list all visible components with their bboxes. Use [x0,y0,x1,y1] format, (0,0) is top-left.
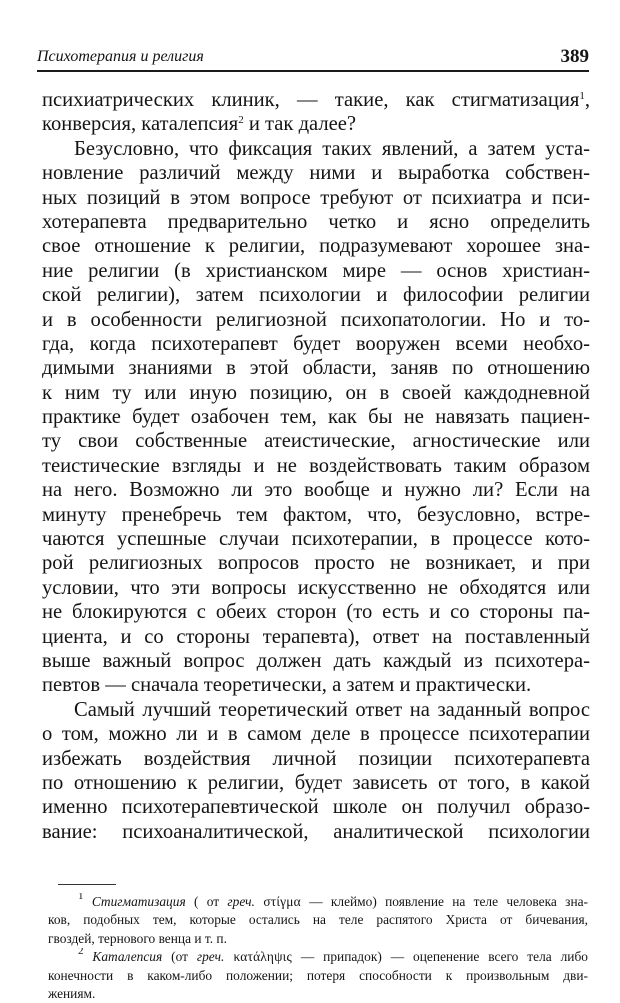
text-line: димыми знаниями в этой области, заняв по отношению [42,357,590,380]
text-line: Безусловно, что фиксация таких явлений, а затем уста- [74,137,590,160]
footnote-line: ков, подобных тем, которые остались на теле распятого Христа от бичевания, [48,912,588,928]
main-text [42,88,590,844]
text-line: гда, когда психотерапевт будет вооружен всеми необхо- [42,332,590,355]
footnote-language: греч. [227,894,255,909]
text-line: ных позиций в этом вопросе требуют от психиатра и пси- [42,186,590,209]
footnote-term: Стигматизация [91,894,186,909]
footnote-divider [58,884,116,885]
text-line: ту свои собственные атеистические, агностические или [42,430,590,453]
footnote-line: гвоздей, тернового венца и т. п. [48,930,227,946]
footnote-1: $^1$ Стигматизация ( от греч. στίγμα — клеймо) появление на теле человека зна- [48,893,588,911]
greek-word: στίγμα [254,894,301,909]
footnote-mark: 2 [78,948,84,958]
text-line: ние религии (в христианском мире — основ христиан- [42,259,590,282]
text-line: минуту пренебречь тем фактом, что, безусловно, встре- [42,503,590,526]
text-line: к ним ту или иную позицию, он в своей каждодневной [42,381,590,404]
footnote-language: греч. [196,949,225,965]
text-line: о том, можно ли и в самом деле в процессе психотерапии [42,723,590,746]
greek-word: κατάληψις [224,949,292,965]
footnote-line: жениям. [48,985,96,1001]
text-line: конверсия, каталепсия$^2$ и так далее? [42,113,357,136]
text-line: условии, что эти вопросы искусственно не обходятся или [42,576,590,599]
footnote-2: $^2$ Каталепсия (от греч. κατάληψις — припадок) — оцепенение всего тела либо [48,948,588,966]
footnote-ref: 2 [238,114,244,127]
text-line: рой религиозных вопросов просто не возникает, и при [42,552,590,575]
text-line: выше важный вопрос должен дать каждый из психотера- [42,649,590,672]
footnote-term: Каталепсия [92,949,163,965]
text-line: практике будет озабочен тем, как бы не навязать пациен- [42,406,590,429]
text-line: по отношению к религии, будет зависеть от того, в какой [42,771,590,794]
text-line: циента, и со стороны терапевта), ответ на поставленный [42,625,590,648]
page-header [37,46,589,72]
page-number: 389 [560,46,589,67]
text-line: не блокируются с обеих сторон (то есть и со стороны па- [42,601,590,624]
footnote-line: конечности в каком-либо положении; потеря способности к произвольным дви- [48,967,588,983]
text-line: Самый лучший теоретический ответ на заданный вопрос [74,698,590,721]
text-line: психиатрических клиник, — такие, как стигматизация$^1$, [42,89,590,111]
text-line: избежать воздействия личной позиции психотерапевта [42,747,590,770]
text-line: чаются успешные случаи психотерапии, в процессе кото- [42,528,590,551]
footnotes [48,893,588,1003]
text-line: ской религии), затем психологии и философии религии [42,284,590,307]
text-line: новление различий между ними и выработка собствен- [42,162,590,185]
text-line: и в особенности религиозной психопатологии. Но и то- [42,308,590,331]
footnote-ref: 1 [579,90,585,102]
text-line: певтов — сначала теоретически, а затем и практически. [42,674,532,697]
text-line: свое отношение к религии, подразумевают хорошее зна- [42,235,590,258]
text-line: вание: психоаналитической, аналитической психологии [42,820,590,843]
running-title: Психотерапия и религия [37,48,204,65]
text-line: хотерапевта предварительно четко и ясно определить [42,210,590,233]
text-line: теистические взгляды и не воздействовать таким образом [42,454,590,477]
text-line: на него. Возможно ли это вообще и нужно ли? Если на [42,479,590,502]
footnote-mark: 1 [78,893,84,902]
text-line: именно психотерапевтической школе он получил образо- [42,796,590,819]
